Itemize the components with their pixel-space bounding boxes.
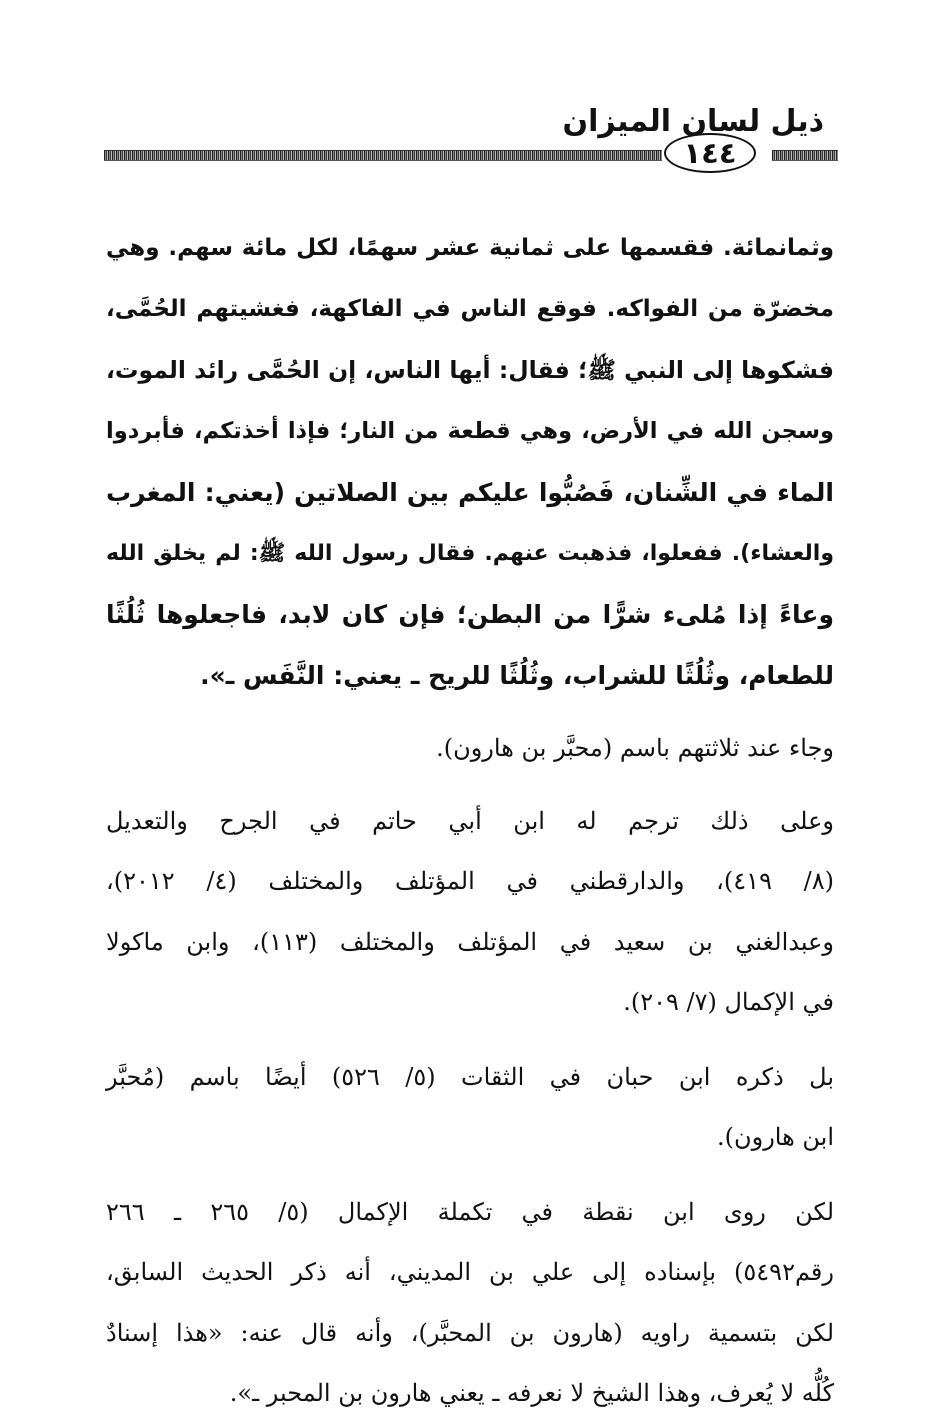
text-line: ابن هارون). xyxy=(716,1123,834,1151)
hadith-paragraph xyxy=(106,218,834,706)
paragraph-gap xyxy=(106,779,834,791)
text-line: وعاءً إذا مُلىء شرًّا من البطن؛ فإن كان لابد، فاجعلوها ثُلُثًا xyxy=(106,600,834,629)
paragraph-gap xyxy=(106,1033,834,1047)
paragraph-gap xyxy=(106,706,834,718)
text-line: الماء في الشِّنان، فَصُبُّوا عليكم بين الصلاتين (يعني: المغرب xyxy=(106,478,834,507)
commentary-paragraph xyxy=(106,718,834,779)
commentary-paragraph xyxy=(106,1047,834,1168)
text-line: فشكوها إلى النبي ﷺ؛ فقال: أيها الناس، إن الحُمَّى رائد الموت، xyxy=(106,356,834,384)
text-line: (٨/ ٤١٩)، والدارقطني في المؤتلف والمختلف (٤/ ٢٠١٢)، xyxy=(106,867,834,895)
text-line: لكن روى ابن نقطة في تكملة الإكمال (٥/ ٢٦٥ ـ ٢٦٦ xyxy=(106,1197,835,1226)
text-line: في الإكمال (٧/ ٢٠٩). xyxy=(623,988,834,1016)
text-line: رقم٥٤٩٢) بإسناده إلى علي بن المديني، أنه ذكر الحديث السابق، xyxy=(106,1258,834,1286)
running-header-title: ذيل لسان الميزان xyxy=(562,104,824,139)
text-line: مخضرّة من الفواكه. فوقع الناس في الفاكهة، فغشيتهم الحُمَّى، xyxy=(106,296,834,322)
text-line: والعشاء). ففعلوا، فذهبت عنهم. فقال رسول الله ﷺ: لم يخلق الله xyxy=(106,541,834,566)
commentary-paragraph xyxy=(106,1182,834,1424)
header-rule-right xyxy=(772,150,838,161)
text-line: للطعام، وثُلُثًا للشراب، وثُلُثًا للريح ـ يعني: النَّفَس ـ». xyxy=(200,661,834,690)
body-text xyxy=(106,218,834,1424)
paragraph-gap xyxy=(106,1168,834,1182)
commentary-paragraph xyxy=(106,791,834,1033)
header-rule-left xyxy=(104,150,662,161)
text-line: وعلى ذلك ترجم له ابن أبي حاتم في الجرح والتعديل xyxy=(106,806,835,835)
text-line: لكن بتسمية راويه (هارون بن المحبَّر)، وأنه قال عنه: «هذا إسنادٌ xyxy=(106,1318,834,1347)
text-line: وثمانمائة. فقسمها على ثمانية عشر سهمًا، لكل مائة سهم. وهي xyxy=(106,235,834,261)
text-line: بل ذكره ابن حبان في الثقات (٥/ ٥٢٦) أيضًا باسم (مُحبَّر xyxy=(106,1062,834,1091)
text-line: كُلُّه لا يُعرف، وهذا الشيخ لا نعرفه ـ يعني هارون بن المحبر ـ». xyxy=(229,1379,834,1407)
page-number: ١٤٤ xyxy=(664,133,756,173)
text-line: وسجن الله في الأرض، وهي قطعة من النار؛ فإذا أخذتكم، فأبردوا xyxy=(106,418,834,444)
text-line: وجاء عند ثلاثتهم باسم (محبَّر بن هارون). xyxy=(436,734,834,762)
text-line: وعبدالغني بن سعيد في المؤتلف والمختلف (١١٣)، وابن ماكولا xyxy=(106,927,834,956)
